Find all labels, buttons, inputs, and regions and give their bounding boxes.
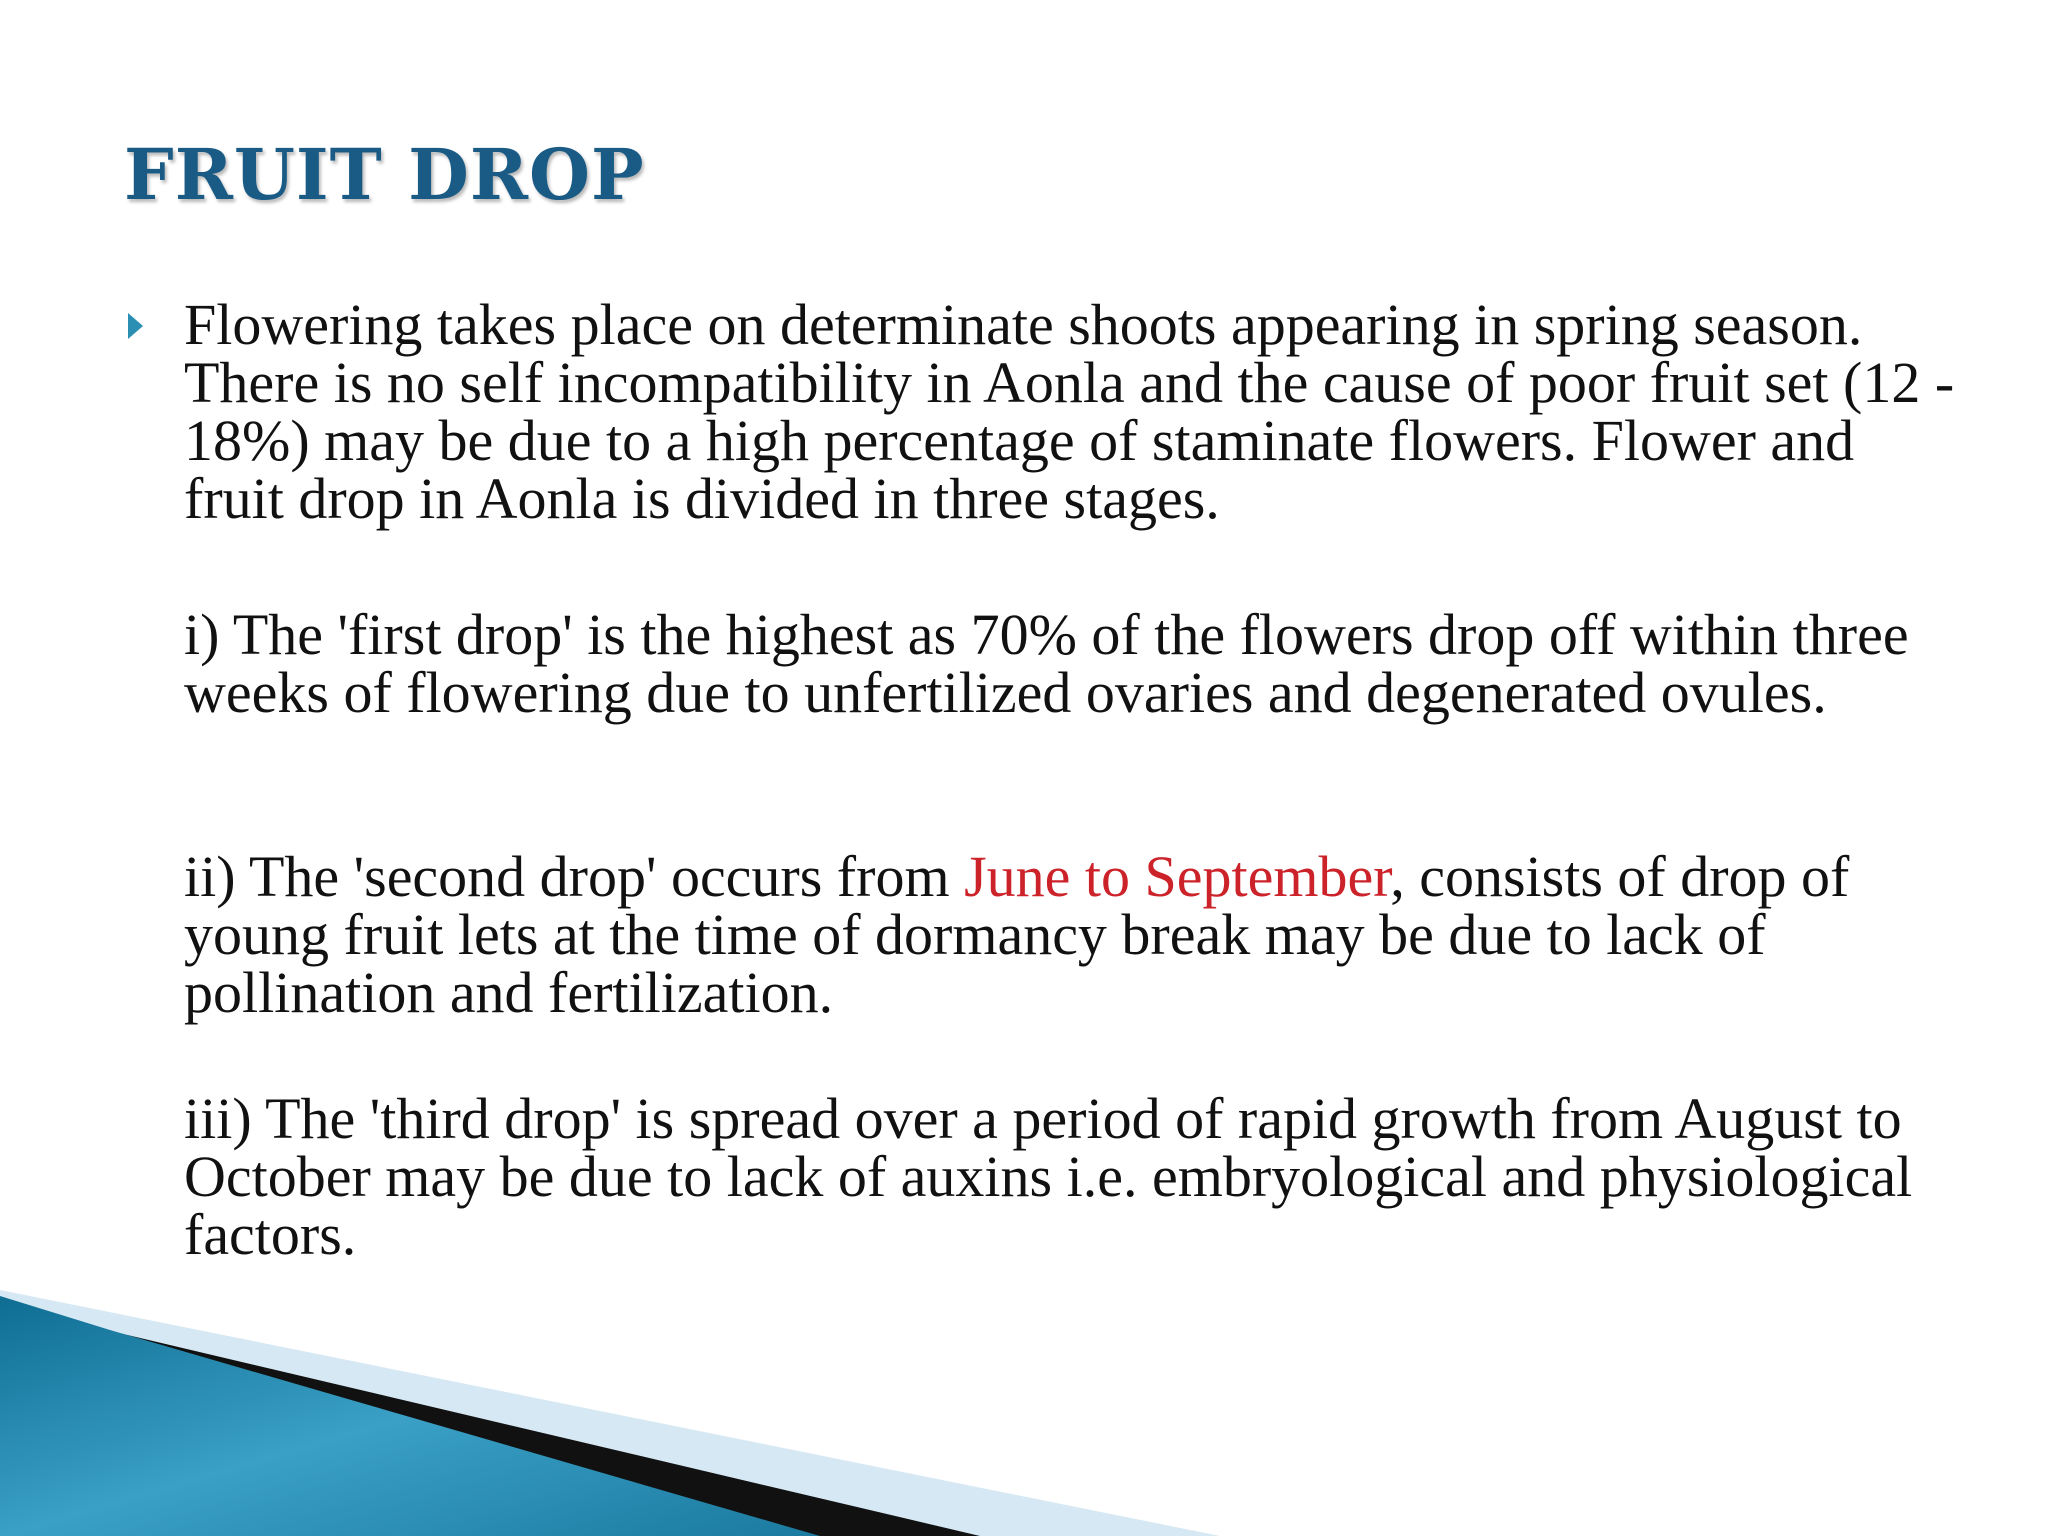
second-drop-text-after: , consists of drop of young fruit lets at the time of dormancy break may be due to lack of pollination and fertilization. xyxy=(184,844,1850,1025)
second-drop-highlight: June to September xyxy=(964,844,1391,909)
second-drop-text-before: ii) The 'second drop' occurs from xyxy=(184,844,965,909)
first-drop-paragraph: i) The 'first drop' is the highest as 70% of the flowers drop off within three weeks of flowering due to unfertilized ovaries and degenerated ovules. xyxy=(184,602,1909,725)
intro-paragraph: Flowering takes place on determinate shoots appearing in spring season. There is no self incompatibility in Aonla and the cause of poor fruit set (12 - 18%) may be due to a high percentage of staminate flowers. Flower and fruit drop in Aonla is divided in three stages. xyxy=(184,292,1955,531)
second-drop-paragraph xyxy=(184,844,1964,1025)
triangle-bullet-icon xyxy=(128,313,143,339)
third-drop-paragraph: iii) The 'third drop' is spread over a period of rapid growth from August to October may be due to lack of auxins i.e. embryological and physiological factors. xyxy=(184,1086,1913,1267)
slide-title: FRUIT DROP xyxy=(124,133,645,216)
